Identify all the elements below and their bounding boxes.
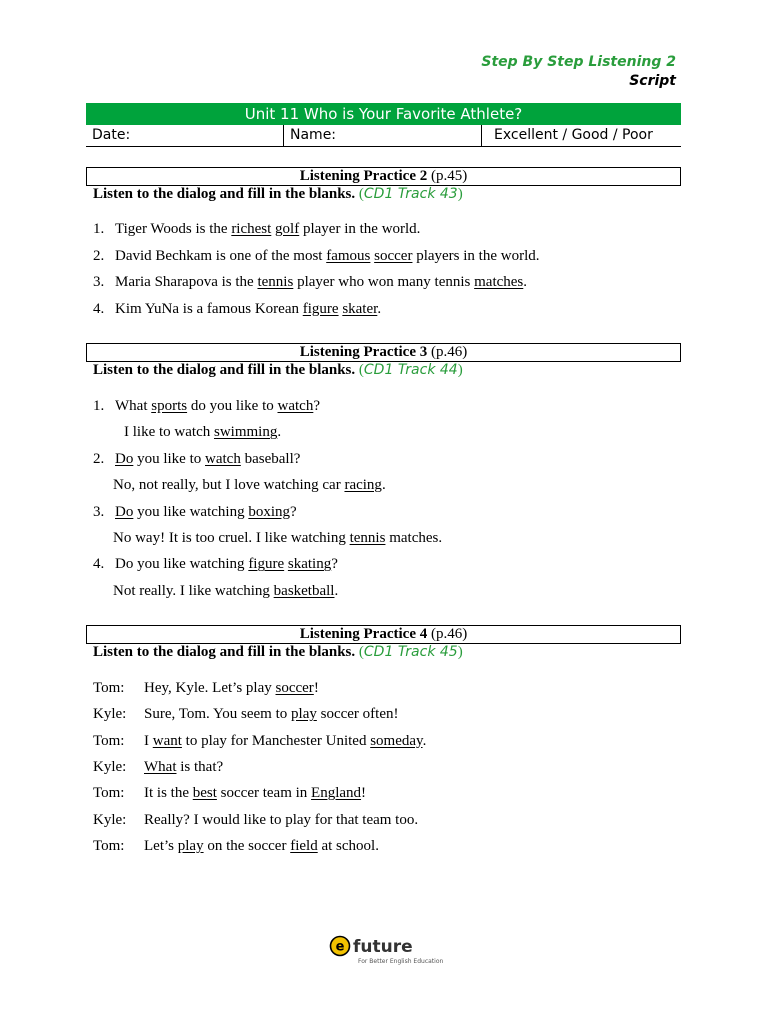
blank-answer: watch bbox=[205, 450, 241, 467]
blank-answer: tennis bbox=[257, 274, 294, 291]
info-row bbox=[86, 125, 681, 147]
blank-answer: matches bbox=[474, 274, 524, 291]
line-text bbox=[115, 502, 297, 522]
blank-answer: swimming bbox=[213, 424, 278, 441]
section-title-box bbox=[86, 343, 681, 362]
track-ref: (CD1 Track 44) bbox=[358, 362, 463, 378]
rating-field: Excellent / Good / Poor bbox=[494, 127, 653, 143]
section-title-box bbox=[86, 625, 681, 644]
blank-answer: racing bbox=[344, 477, 382, 494]
instruction-text: Listen to the dialog and fill in the blanks. bbox=[93, 186, 356, 202]
text-segment: . bbox=[381, 477, 386, 494]
blank-answer: basketball bbox=[273, 582, 335, 599]
section-instruction bbox=[93, 643, 463, 661]
text-segment: . bbox=[523, 274, 528, 291]
blank-answer: soccer bbox=[275, 680, 314, 696]
text-segment: ? bbox=[313, 398, 320, 414]
track-ref: (CD1 Track 43) bbox=[358, 186, 463, 202]
text-segment: ! bbox=[313, 680, 319, 696]
book-title: Step By Step Listening 2 bbox=[481, 54, 676, 70]
section-page: (p.45) bbox=[430, 168, 468, 184]
blank-answer: skating bbox=[287, 556, 332, 573]
line-text bbox=[144, 757, 223, 777]
text-segment: matches. bbox=[385, 530, 443, 546]
text-segment: Really? I would like to play for that team too. bbox=[144, 811, 419, 828]
text-segment: David Bechkam is one of the most bbox=[115, 247, 327, 264]
unit-title: Unit 11 Who is Your Favorite Athlete? bbox=[86, 103, 681, 125]
line-text bbox=[113, 581, 338, 601]
text-segment: player who won many tennis bbox=[293, 274, 475, 291]
text-segment: player in the world. bbox=[299, 221, 421, 237]
speaker-label: Kyle: bbox=[93, 706, 127, 723]
logo-tagline: For Better English Education bbox=[358, 958, 444, 965]
item-number: 3. bbox=[93, 503, 105, 520]
doc-type: Script bbox=[629, 73, 676, 89]
text-segment: ? bbox=[290, 503, 297, 520]
line-text bbox=[115, 554, 338, 574]
section-title: Listening Practice 4 bbox=[299, 626, 428, 642]
track-label: CD1 Track 45 bbox=[363, 644, 458, 660]
track-ref: (CD1 Track 45) bbox=[358, 644, 463, 660]
line-text bbox=[115, 272, 527, 292]
text-segment: Kim YuNa is a famous Korean bbox=[115, 300, 303, 317]
line-text bbox=[115, 219, 420, 239]
text-segment: It is the bbox=[144, 785, 193, 802]
text-segment: soccer often! bbox=[316, 706, 399, 723]
text-segment: soccer team in bbox=[216, 785, 312, 802]
logo-word: future bbox=[353, 937, 413, 957]
text-segment: . bbox=[377, 300, 382, 317]
blank-answer: soccer bbox=[374, 247, 413, 264]
blank-answer: sports bbox=[151, 398, 188, 414]
line-text bbox=[144, 836, 379, 856]
text-segment: No way! It is too cruel. I like watching bbox=[113, 530, 350, 546]
section-instruction bbox=[93, 361, 463, 379]
text-segment: Let’s bbox=[144, 837, 178, 854]
text-segment: . bbox=[422, 732, 427, 749]
line-text bbox=[124, 422, 281, 442]
text-segment: ! bbox=[361, 785, 367, 802]
text-segment: ? bbox=[331, 556, 338, 573]
instruction-text: Listen to the dialog and fill in the blanks. bbox=[93, 362, 356, 378]
blank-answer: What bbox=[144, 758, 177, 775]
line-text bbox=[144, 704, 398, 724]
blank-answer: Do bbox=[115, 503, 134, 520]
text-segment: on the soccer bbox=[203, 837, 291, 854]
text-segment: Sure, Tom. You seem to bbox=[144, 706, 292, 723]
blank-answer: England bbox=[311, 785, 362, 802]
blank-answer: want bbox=[152, 732, 182, 749]
blank-answer: play bbox=[291, 706, 317, 723]
section-title: Listening Practice 3 bbox=[299, 344, 428, 360]
speaker-label: Tom: bbox=[93, 732, 125, 749]
line-text bbox=[113, 528, 442, 548]
blank-answer: golf bbox=[275, 221, 300, 237]
speaker-label: Tom: bbox=[93, 680, 125, 696]
efuture-logo-icon bbox=[328, 934, 448, 970]
text-segment: baseball? bbox=[240, 450, 301, 467]
text-segment: Do you like watching bbox=[115, 556, 249, 573]
section-page: (p.46) bbox=[430, 626, 468, 642]
speaker-label: Kyle: bbox=[93, 811, 127, 828]
blank-answer: richest bbox=[231, 221, 272, 237]
text-segment: players in the world. bbox=[412, 247, 540, 264]
line-text bbox=[115, 396, 320, 416]
section-instruction bbox=[93, 185, 463, 203]
blank-answer: Do bbox=[115, 450, 134, 467]
blank-answer: someday bbox=[370, 732, 423, 749]
item-number: 3. bbox=[93, 274, 105, 291]
item-number: 2. bbox=[93, 450, 105, 467]
speaker-label: Tom: bbox=[93, 837, 125, 854]
name-field: Name: bbox=[284, 125, 482, 146]
line-text bbox=[115, 246, 540, 266]
blank-answer: tennis bbox=[349, 530, 386, 546]
section-page: (p.46) bbox=[430, 344, 468, 360]
blank-answer: famous bbox=[326, 247, 371, 264]
item-number: 4. bbox=[93, 556, 105, 573]
text-segment: is that? bbox=[176, 758, 224, 775]
line-text bbox=[113, 475, 386, 495]
date-field: Date: bbox=[86, 125, 284, 146]
text-segment: Not really. I like watching bbox=[113, 582, 274, 599]
blank-answer: skater bbox=[342, 300, 378, 317]
document-header bbox=[481, 53, 676, 91]
item-number: 4. bbox=[93, 300, 105, 317]
instruction-text: Listen to the dialog and fill in the blanks. bbox=[93, 644, 356, 660]
text-segment: Maria Sharapova is the bbox=[115, 274, 258, 291]
line-text bbox=[144, 783, 366, 803]
text-segment: . bbox=[277, 424, 282, 441]
text-segment: to play for Manchester United bbox=[181, 732, 371, 749]
text-segment: Tiger Woods is the bbox=[115, 221, 232, 237]
text-segment: you like watching bbox=[133, 503, 249, 520]
item-number: 1. bbox=[93, 221, 105, 237]
text-segment: Hey, Kyle. Let’s play bbox=[144, 680, 276, 696]
line-text bbox=[115, 449, 300, 469]
text-segment: you like to bbox=[133, 450, 206, 467]
text-segment: at school. bbox=[317, 837, 379, 854]
speaker-label: Tom: bbox=[93, 785, 125, 802]
efuture-logo bbox=[328, 934, 448, 970]
blank-answer: play bbox=[177, 837, 204, 854]
track-label: CD1 Track 44 bbox=[363, 362, 458, 378]
blank-answer: watch bbox=[277, 398, 314, 414]
text-segment: What bbox=[115, 398, 152, 414]
blank-answer: figure bbox=[302, 300, 339, 317]
text-segment: I like to watch bbox=[124, 424, 214, 441]
text-segment: do you like to bbox=[187, 398, 278, 414]
track-label: CD1 Track 43 bbox=[363, 186, 458, 202]
line-text bbox=[144, 731, 426, 751]
section-title: Listening Practice 2 bbox=[299, 168, 428, 184]
text-segment: . bbox=[334, 582, 339, 599]
text-segment: I bbox=[144, 732, 153, 749]
line-text bbox=[144, 678, 319, 698]
speaker-label: Kyle: bbox=[93, 758, 127, 775]
blank-answer: field bbox=[290, 837, 318, 854]
section-title-box bbox=[86, 167, 681, 186]
blank-answer: boxing bbox=[248, 503, 290, 520]
item-number: 2. bbox=[93, 247, 105, 264]
blank-answer: figure bbox=[248, 556, 285, 573]
text-segment: No, not really, but I love watching car bbox=[113, 477, 345, 494]
logo-letter: e bbox=[335, 939, 345, 955]
blank-answer: best bbox=[192, 785, 217, 802]
line-text bbox=[115, 299, 381, 319]
unit-header-table bbox=[86, 103, 681, 147]
item-number: 1. bbox=[93, 398, 105, 414]
line-text bbox=[144, 810, 418, 830]
